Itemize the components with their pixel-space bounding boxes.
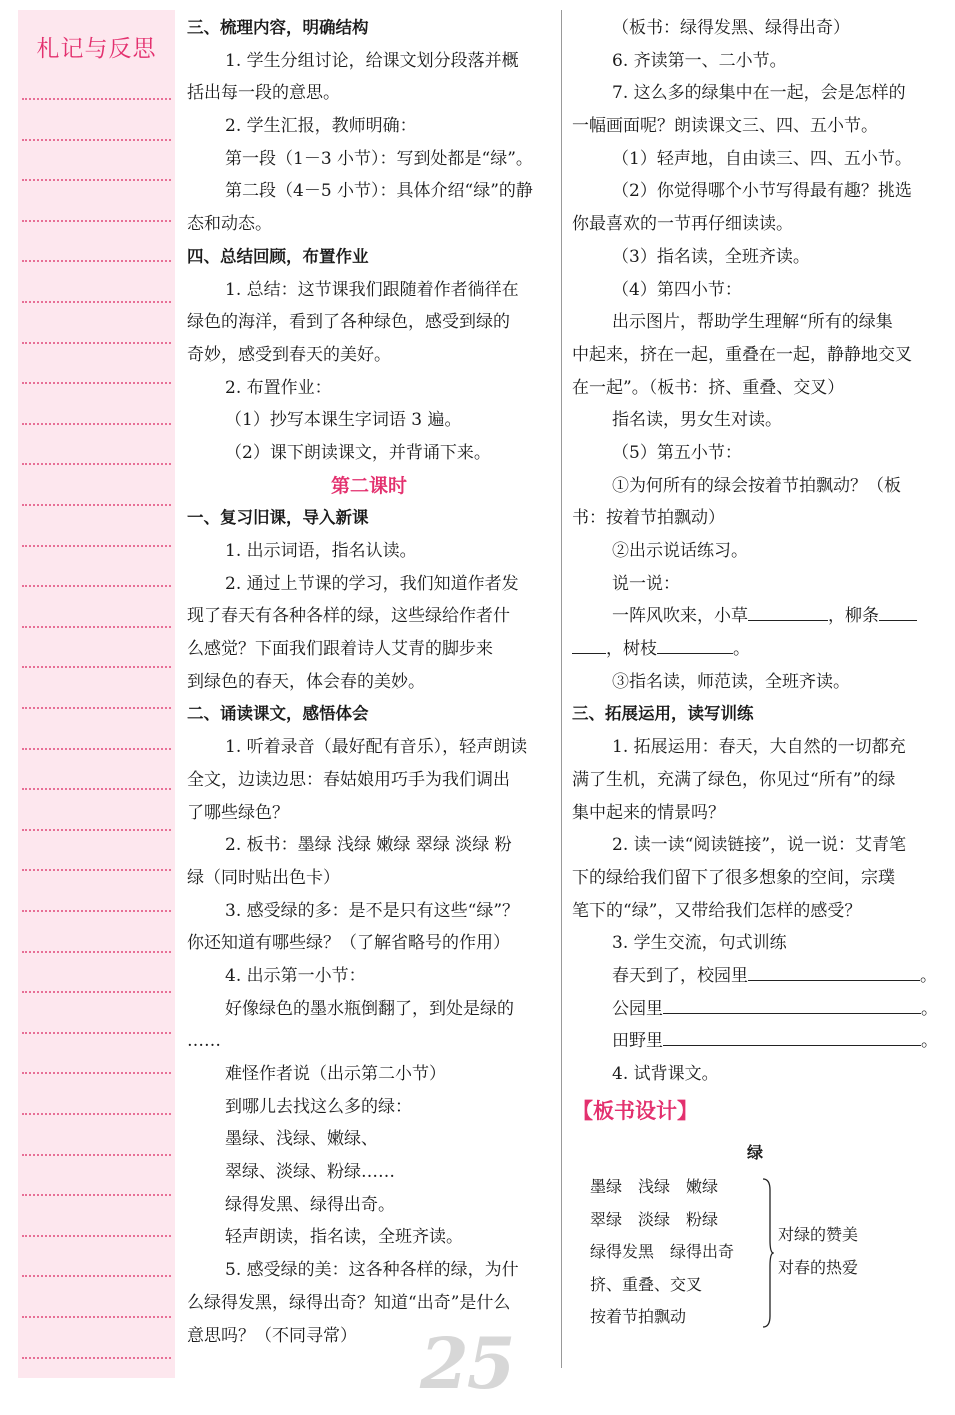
- note-line: [22, 220, 171, 222]
- paragraph-line: ……: [187, 1031, 221, 1052]
- paragraph-line: 绿色的海洋，看到了各种绿色，感受到绿的: [187, 312, 510, 333]
- board-row: 按着节拍飘动: [590, 1307, 687, 1326]
- paragraph-line: 3. 学生交流，句式训练: [612, 933, 787, 954]
- board-row: 绿得发黑 绿得出奇: [590, 1242, 735, 1261]
- blank: [879, 602, 917, 621]
- paragraph-line: 2. 通过上节课的学习，我们知道作者发: [225, 573, 519, 594]
- note-line: [22, 463, 171, 465]
- paragraph-line: 3. 感受绿的多：是不是只有这些“绿”？: [225, 900, 520, 921]
- note-line: [22, 1113, 171, 1115]
- note-line: [22, 1194, 171, 1196]
- paragraph-line: 么绿得发黑，绿得出奇？知道“出奇”是什么: [187, 1292, 511, 1313]
- fill-text: 公园里: [612, 998, 663, 1019]
- board-design-heading: 【板书设计】: [572, 1098, 698, 1123]
- paragraph-line: 全文，边读边思：春姑娘用巧手为我们调出: [187, 769, 510, 790]
- paragraph-line: 奇妙，感受到春天的美好。: [187, 344, 391, 365]
- paragraph-line: 2. 学生汇报，教师明确：: [225, 116, 417, 137]
- note-line: [22, 423, 171, 425]
- note-line: [22, 1235, 171, 1237]
- sidebar-title: 札记与反思: [36, 36, 157, 62]
- section-heading: 三、梳理内容，明确结构: [187, 18, 369, 37]
- paragraph-line: 好像绿色的墨水瓶倒翻了，到处是绿的: [225, 998, 514, 1019]
- fill-text: 一阵风吹来，小草: [612, 606, 748, 627]
- paragraph-line: 么感觉？下面我们跟着诗人艾青的脚步来: [187, 639, 493, 660]
- paragraph-line: （2）课下朗读课文，并背诵下来。: [225, 442, 491, 463]
- paragraph-line: （1）轻声地，自由读三、四、五小节。: [612, 148, 912, 169]
- paragraph-line: （板书：绿得发黑、绿得出奇）: [612, 18, 850, 38]
- blank: [572, 635, 606, 654]
- paragraph-line: 你还知道有哪些绿？（了解省略号的作用）: [187, 933, 510, 954]
- paragraph-line: 2. 布置作业：: [225, 377, 332, 398]
- paragraph-line: 集中起来的情景吗？: [572, 802, 725, 823]
- note-line: [22, 260, 171, 262]
- board-title: 绿: [746, 1143, 763, 1162]
- note-line: [22, 342, 171, 344]
- fill-text: 春天到了，校园里: [612, 965, 748, 986]
- note-line: [22, 829, 171, 831]
- paragraph-line: 书：按着节拍飘动）: [572, 508, 725, 529]
- fill-text: 。: [921, 1031, 938, 1052]
- paragraph-line: 中起来，挤在一起，重叠在一起，静静地交叉: [572, 344, 912, 365]
- paragraph-line: 出示图片，帮助学生理解“所有的绿集: [612, 312, 893, 333]
- note-line: [22, 179, 171, 181]
- note-line: [22, 1032, 171, 1034]
- note-line: [22, 626, 171, 628]
- note-line: [22, 788, 171, 790]
- section-heading: 三、拓展运用，读写训练: [572, 704, 754, 724]
- note-line: [22, 910, 171, 912]
- brace-icon: [762, 1178, 774, 1328]
- fill-blank-line: [572, 1025, 938, 1058]
- paragraph-line: 满了生机，充满了绿色，你见过“所有”的绿: [572, 769, 896, 790]
- section-heading: 一、复习旧课，导入新课: [187, 508, 369, 528]
- paragraph-line: 括出每一段的意思。: [187, 83, 340, 104]
- fill-blank-line: [572, 600, 938, 633]
- board-design: [572, 1138, 938, 1338]
- paragraph-line: 指名读，男女生对读。: [612, 410, 782, 431]
- board-summary: 对春的热爱: [778, 1258, 859, 1277]
- board-row: 墨绿 浅绿 嫩绿: [590, 1177, 719, 1196]
- paragraph-line: 翠绿、淡绿、粉绿……: [225, 1162, 395, 1183]
- note-line: [22, 98, 171, 100]
- fill-text: 田野里: [612, 1031, 663, 1052]
- paragraph-line: 到哪儿去找这么多的绿：: [225, 1096, 412, 1117]
- lesson-subtitle: 第二课时: [330, 474, 407, 497]
- blank: [663, 1027, 921, 1046]
- note-line: [22, 748, 171, 750]
- note-line: [22, 504, 171, 506]
- note-line: [22, 139, 171, 141]
- board-summary: 对绿的赞美: [778, 1225, 859, 1244]
- blank: [657, 635, 733, 654]
- note-line: [22, 869, 171, 871]
- paragraph-line: 一幅画面呢？朗读课文三、四、五小节。: [572, 116, 878, 137]
- section-heading: 四、总结回顾，布置作业: [187, 246, 369, 266]
- paragraph-line: 1. 总结：这节课我们跟随着作者徜徉在: [225, 279, 519, 300]
- paragraph-line: ③指名读，师范读，全班齐读。: [612, 671, 850, 692]
- fill-text: 。: [920, 965, 937, 986]
- right-column: [572, 12, 938, 1131]
- fill-text: 。: [733, 639, 750, 660]
- note-line: [22, 585, 171, 587]
- fill-blank-line: [572, 993, 938, 1026]
- fill-blank-line: [572, 960, 938, 993]
- paragraph-line: 在一起”。（板书：挤、重叠、交叉）: [572, 377, 845, 398]
- paragraph-line: （2）你觉得哪个小节写得最有趣？挑选: [612, 181, 912, 202]
- fill-text: 。: [921, 998, 938, 1019]
- note-line: [22, 1154, 171, 1156]
- paragraph-line: 说一说：: [612, 573, 680, 594]
- paragraph-line: 到绿色的春天，体会春的美妙。: [187, 671, 425, 692]
- paragraph-line: 2. 读一读“阅读链接”，说一说：艾青笔: [612, 835, 907, 856]
- paragraph-line: 绿（同时贴出色卡）: [187, 867, 340, 888]
- page-number: 25: [420, 1322, 514, 1405]
- blank: [748, 602, 828, 621]
- note-line: [22, 1357, 171, 1359]
- paragraph-line: 轻声朗读，指名读，全班齐读。: [225, 1227, 463, 1248]
- note-line: [22, 301, 171, 303]
- paragraph-line: 下的绿给我们留下了很多想象的空间，宗璞: [572, 867, 895, 888]
- column-divider: [561, 10, 562, 1368]
- paragraph-line: 意思吗？（不同寻常）: [187, 1325, 357, 1346]
- paragraph-line: 4. 试背课文。: [612, 1064, 719, 1084]
- paragraph-line: 第一段（1－3 小节）：写到处都是“绿”。: [225, 148, 533, 169]
- paragraph-line: （5）第五小节：: [612, 442, 742, 463]
- blank: [748, 962, 920, 981]
- paragraph-line: 难怪作者说（出示第二小节）: [225, 1064, 446, 1084]
- notes-sidebar: [18, 10, 175, 1378]
- paragraph-line: ②出示说话练习。: [612, 541, 748, 561]
- section-heading: 二、诵读课文，感悟体会: [187, 704, 369, 724]
- note-line: [22, 1316, 171, 1318]
- fill-blank-line: [572, 633, 938, 666]
- left-column: [187, 12, 551, 1352]
- note-line: [22, 1072, 171, 1074]
- paragraph-line: 7. 这么多的绿集中在一起，会是怎样的: [612, 83, 906, 104]
- paragraph-line: 了哪些绿色？: [187, 802, 289, 823]
- note-line: [22, 707, 171, 709]
- blank: [663, 995, 921, 1014]
- note-line: [22, 951, 171, 953]
- paragraph-line: 6. 齐读第一、二小节。: [612, 50, 787, 71]
- note-line: [22, 545, 171, 547]
- paragraph-line: 1. 拓展运用：春天，大自然的一切都充: [612, 737, 906, 758]
- paragraph-line: ①为何所有的绿会按着节拍飘动？（板: [612, 475, 901, 496]
- paragraph-line: （1）抄写本课生字词语 3 遍。: [225, 410, 462, 431]
- paragraph-line: 1. 听着录音（最好配有音乐），轻声朗读: [225, 737, 528, 758]
- paragraph-line: 绿得发黑、绿得出奇。: [225, 1194, 395, 1215]
- paragraph-line: 你最喜欢的一节再仔细读读。: [572, 214, 793, 235]
- board-row: 翠绿 淡绿 粉绿: [590, 1209, 719, 1229]
- note-line: [22, 382, 171, 384]
- paragraph-line: 5. 感受绿的美：这各种各样的绿，为什: [225, 1260, 519, 1281]
- paragraph-line: 现了春天有各种各样的绿，这些绿给作者什: [187, 606, 510, 627]
- paragraph-line: 态和动态。: [187, 214, 272, 235]
- board-row: 挤、重叠、交叉: [590, 1274, 703, 1294]
- paragraph-line: 2. 板书：墨绿 浅绿 嫩绿 翠绿 淡绿 粉: [225, 835, 512, 856]
- paragraph-line: 1. 学生分组讨论，给课文划分段落并概: [225, 50, 519, 71]
- note-line: [22, 666, 171, 668]
- paragraph-line: （4）第四小节：: [612, 279, 742, 300]
- paragraph-line: 第二段（4－5 小节）：具体介绍“绿”的静: [225, 181, 533, 202]
- paragraph-line: 4. 出示第一小节：: [225, 965, 366, 986]
- fill-text: ，树枝: [606, 639, 657, 660]
- note-line: [22, 1275, 171, 1277]
- note-line: [22, 991, 171, 993]
- paragraph-line: 笔下的“绿”，又带给我们怎样的感受？: [572, 900, 862, 921]
- paragraph-line: 1. 出示词语，指名认读。: [225, 541, 417, 561]
- paragraph-line: （3）指名读，全班齐读。: [612, 246, 810, 267]
- paragraph-line: 墨绿、浅绿、嫩绿、: [225, 1129, 378, 1150]
- fill-text: ，柳条: [828, 606, 879, 627]
